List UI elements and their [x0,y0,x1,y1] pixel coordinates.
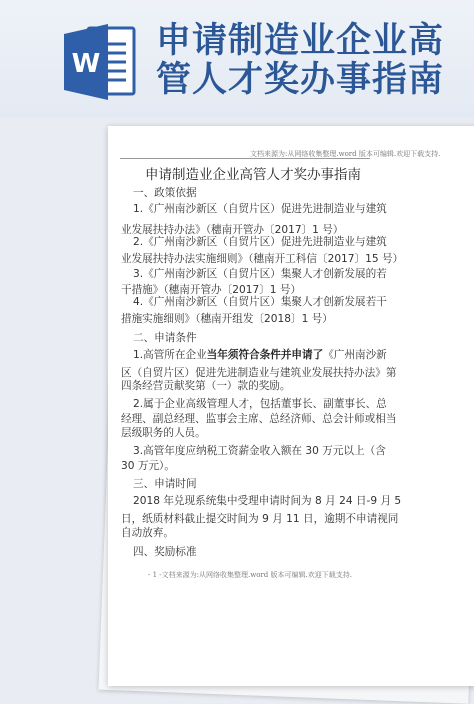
body-line-text: 4.《广州南沙新区（自贸片区）集聚人才创新发展若干 [133,296,387,308]
body-line [133,236,387,249]
body-line-text: 1.《广州南沙新区（自贸片区）促进先进制造业与建筑 [133,203,387,215]
body-line-text: 层级职务的人员。 [121,427,206,439]
body-line [133,268,387,281]
body-line [121,413,396,426]
body-line-text: 2018 年兑现系统集中受理申请时间为 8 月 24 日-9 月 5 [133,495,402,507]
document-title: 申请制造业企业高管人才奖办事指南 [145,167,361,183]
body-line-text: 二、申请条件 [133,332,197,344]
banner [0,0,474,118]
body-line [121,367,396,380]
body-line [133,546,197,559]
body-line [121,513,398,526]
body-line [121,313,333,326]
banner-title [156,22,456,100]
body-line-text: 1.高管所在企业 [133,349,207,361]
body-line-text: 3.《广州南沙新区（自贸片区）集聚人才创新发展的若 [133,268,387,280]
body-line [121,253,403,266]
footer-note: - 1 -文档来源为:从网络收集整理.word 版本可编辑.欢迎下载支持. [148,571,352,579]
body-line-text: 四、奖励标准 [133,546,197,558]
body-line-emphasis: 当年须符合条件并申请了 [206,349,324,361]
body-line [133,445,386,458]
header-divider [120,158,370,159]
banner-title-line-1: 申请制造业企业高 [156,21,445,61]
body-line-text: 业发展扶持办法实施细则》（穗南开工科信〔2017〕15 号） [121,253,404,265]
body-line-text: 业发展扶持办法》（穗南开管办〔2017〕1 号） [121,224,344,236]
body-line-text: 2.《广州南沙新区（自贸片区）促进先进制造业与建筑 [133,236,387,248]
body-line-text: 四条经营贡献奖第（一）款的奖励。 [121,380,291,392]
word-icon [62,20,136,102]
body-line-text: 三、申请时间 [133,478,197,490]
body-line-text: 2.属于企业高级管理人才，包括董事长、副董事长、总 [133,398,387,410]
banner-title-line-2: 管人才奖办事指南 [156,60,445,100]
body-line [121,427,206,440]
body-line [121,460,175,473]
body-line-text: 干措施》（穗南开管办〔2017〕1 号） [121,284,302,296]
body-line-text: 3.高管年度应纳税工资薪金收入额在 30 万元以上（含 [133,445,386,457]
body-line-text: 区（自贸片区）促进先进制造业与建筑业发展扶持办法》第 [121,367,397,379]
body-line [133,398,387,411]
body-line [133,332,197,345]
body-line [133,296,387,309]
body-line [133,478,197,491]
body-line [133,203,387,216]
body-line-text: 日，纸质材料截止提交时间为 9 月 11 日，逾期不申请视同 [121,513,399,525]
body-line-text: 一、政策依据 [133,187,197,199]
body-line [133,495,401,508]
body-line-text: 措施实施细则》（穗南开组发〔2018〕1 号） [121,313,333,325]
body-line [133,349,387,362]
header-note: 文档来源为:从网络收集整理.word 版本可编辑.欢迎下载支持. [250,150,441,158]
body-line [121,380,291,393]
body-line [121,527,174,540]
body-line-text: 《广州南沙新 [323,349,387,361]
body-line [133,187,197,200]
word-icon-letter: W [71,49,101,79]
body-line-text: 自动放弃。 [121,527,174,539]
body-line-text: 30 万元）。 [121,460,175,472]
body-line-text: 经理、副总经理、监事会主席、总经济师、总会计师或相当 [121,413,397,425]
